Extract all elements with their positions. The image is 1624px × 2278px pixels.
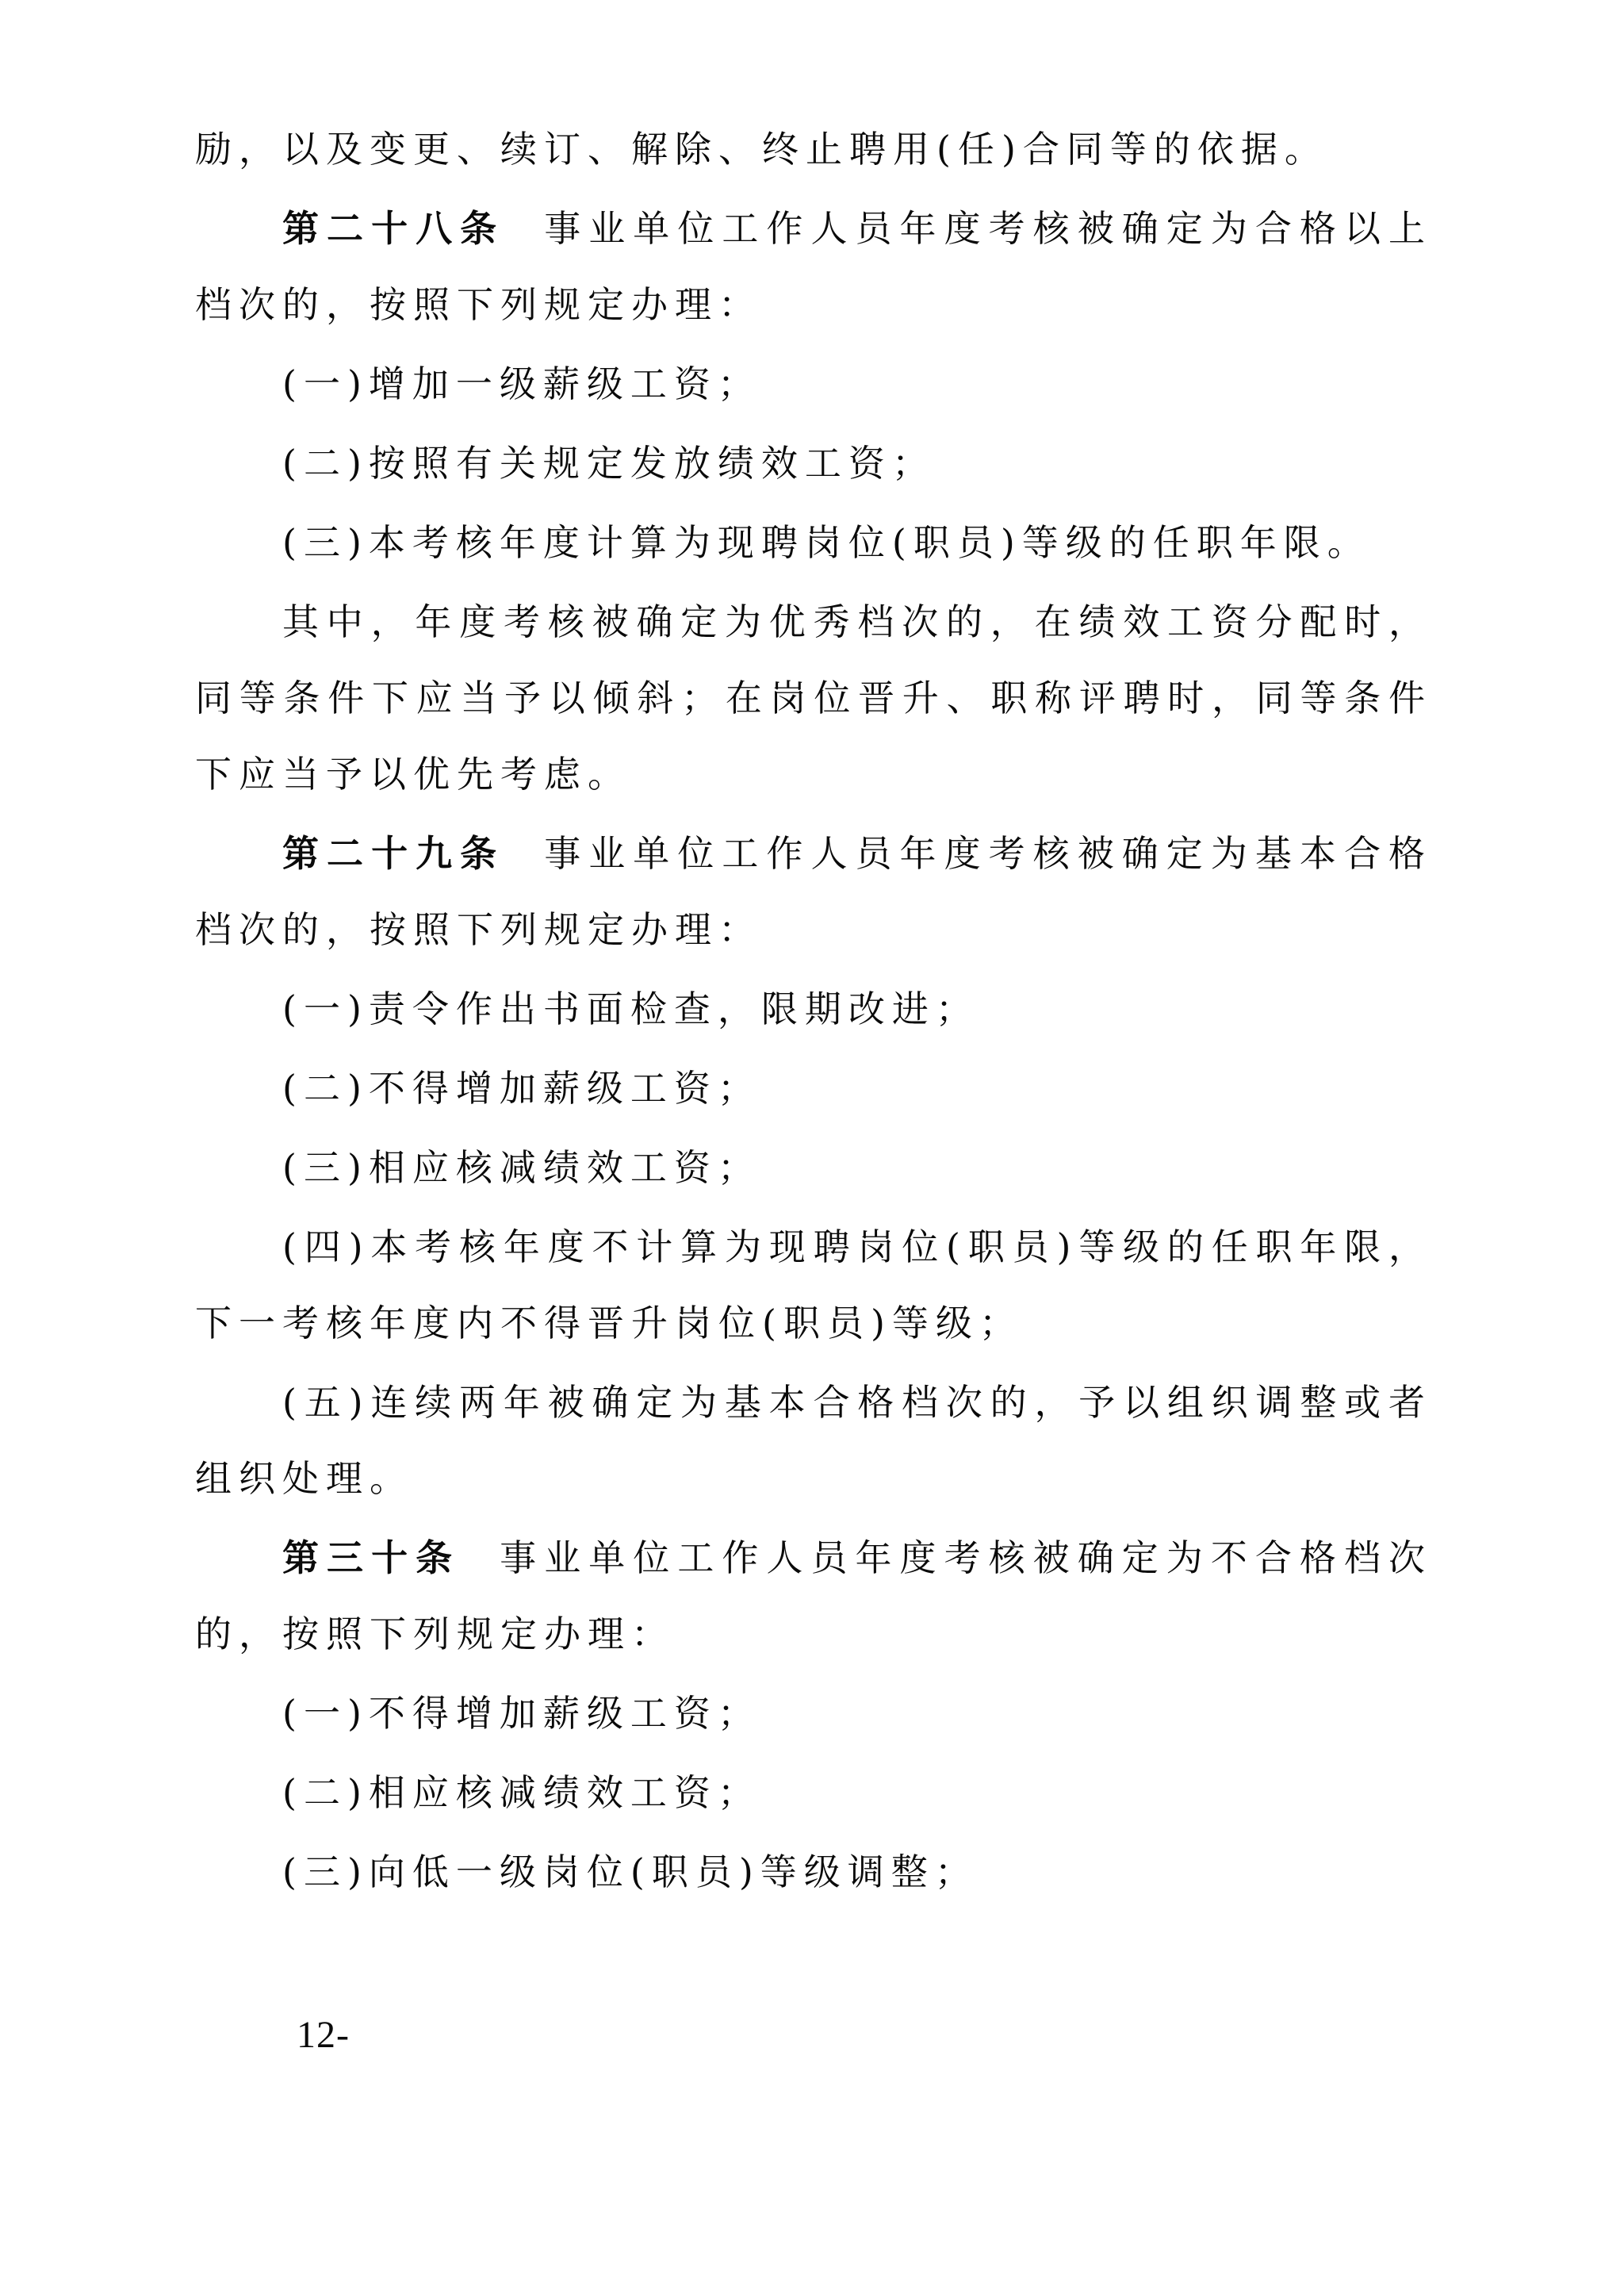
paragraph-text: 事业单位工作人员年度考核被确定为合格以上档次的，按照下列规定办理：: [195, 207, 1433, 326]
article-paragraph: [195, 1520, 1432, 1672]
page-number: 12-: [297, 2014, 350, 2056]
paragraph-text: (一)不得增加薪级工资；: [282, 1692, 761, 1735]
clause-item: [195, 1834, 1432, 1910]
paragraph: [195, 584, 1432, 812]
paragraph-text: (二)相应核减绩效工资；: [282, 1771, 761, 1814]
paragraph-text: (一)增加一级薪级工资；: [282, 362, 761, 405]
article-number-lead: 第三十条: [282, 1536, 461, 1579]
paragraph-text: 励，以及变更、续订、解除、终止聘用(任)合同等的依据。: [195, 128, 1328, 171]
clause-item: [195, 504, 1432, 581]
article-paragraph: [195, 815, 1432, 968]
document-body: [195, 111, 1432, 1913]
clause-item: [195, 1675, 1432, 1751]
paragraph-text: 事业单位工作人员年度考核被确定为不合格档次的，按照下列规定办理：: [195, 1536, 1433, 1655]
clause-item: [195, 1050, 1432, 1126]
clause-item: [195, 1209, 1432, 1361]
paragraph-text: (二)按照有关规定发放绩效工资；: [282, 442, 936, 485]
clause-item: [195, 425, 1432, 501]
clause-item: [195, 1129, 1432, 1206]
paragraph-text: (三)本考核年度计算为现聘岗位(职员)等级的任职年限。: [282, 521, 1371, 564]
clause-item: [195, 346, 1432, 422]
clause-item: [195, 1755, 1432, 1831]
clause-item: [195, 1364, 1432, 1517]
paragraph: [195, 111, 1432, 187]
article-number-lead: 第二十八条: [282, 207, 505, 250]
paragraph-text: (三)相应核减绩效工资；: [282, 1146, 761, 1189]
paragraph-text: 其中，年度考核被确定为优秀档次的，在绩效工资分配时，同等条件下应当予以倾斜；在岗位晋升、职称评聘时，同等条件下应当予以优先考虑。: [195, 600, 1432, 796]
paragraph-text: (三)向低一级岗位(职员)等级调整；: [282, 1850, 979, 1893]
paragraph-text: (一)责令作出书面检查，限期改进；: [282, 988, 979, 1030]
article-number-lead: 第二十九条: [282, 832, 505, 875]
paragraph-text: (五)连续两年被确定为基本合格档次的，予以组织调整或者组织处理。: [195, 1381, 1432, 1500]
article-paragraph: [195, 190, 1432, 343]
paragraph-text: (二)不得增加薪级工资；: [282, 1067, 761, 1110]
clause-item: [195, 971, 1432, 1047]
paragraph-text: (四)本考核年度不计算为现聘岗位(职员)等级的任职年限，下一考核年度内不得晋升岗位(职员)等级；: [195, 1225, 1432, 1344]
paragraph-text: 事业单位工作人员年度考核被确定为基本合格档次的，按照下列规定办理：: [195, 832, 1433, 951]
